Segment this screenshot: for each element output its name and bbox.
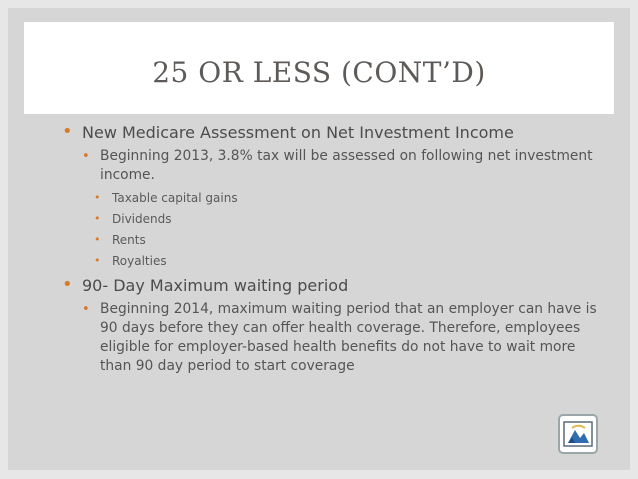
bullet-icon: • <box>82 149 90 164</box>
list-item <box>62 211 610 227</box>
bullet-waiting-period <box>62 275 610 297</box>
list-item-text: Dividends <box>112 212 172 226</box>
list-item-text: Rents <box>112 233 146 247</box>
bullet-text: 90- Day Maximum waiting period <box>82 276 349 295</box>
slide-content <box>62 120 610 376</box>
company-logo-icon <box>558 414 598 454</box>
sub-bullet-text: Beginning 2014, maximum waiting period that an employer can have is 90 days before they can offer health coverage. Therefore, employees eligible for employer-based health benefits do not have to wait more than 90 day period to start coverage <box>100 301 597 374</box>
slide-title: 25 OR LESS (CONT’D) <box>152 55 486 89</box>
sub-bullet-medicare <box>62 147 610 185</box>
list-item <box>62 253 610 269</box>
bullet-icon: • <box>94 233 101 246</box>
sub-bullet-text: Beginning 2013, 3.8% tax will be assessed on following net investment income. <box>100 148 593 183</box>
list-item <box>62 190 610 206</box>
bullet-text: New Medicare Assessment on Net Investment Income <box>82 123 514 142</box>
bullet-icon: • <box>94 212 101 225</box>
list-item-text: Taxable capital gains <box>112 191 238 205</box>
bullet-medicare <box>62 122 610 144</box>
list-item <box>62 232 610 248</box>
title-box <box>24 22 614 114</box>
sub-bullet-waiting-period <box>62 300 610 376</box>
bullet-icon: • <box>94 191 101 204</box>
bullet-icon: • <box>62 121 73 142</box>
bullet-icon: • <box>94 254 101 267</box>
list-item-text: Royalties <box>112 254 167 268</box>
bullet-icon: • <box>62 274 73 295</box>
logo-graphic <box>563 421 593 447</box>
bullet-icon: • <box>82 302 90 317</box>
